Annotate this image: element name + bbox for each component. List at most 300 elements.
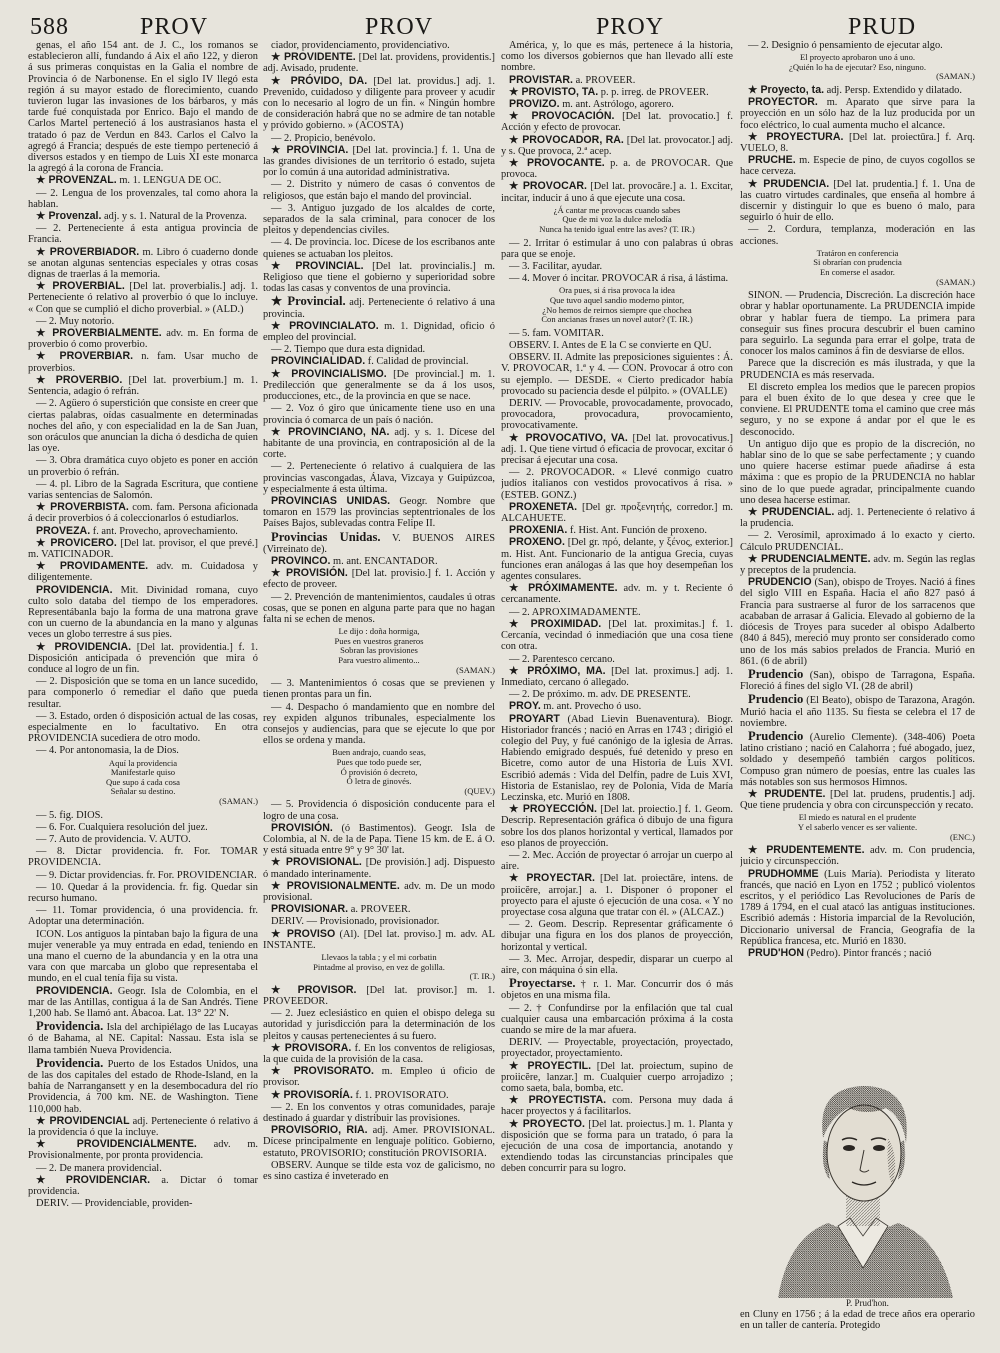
entry-text: — 2. Lengua de los provenzales, tal como ahora la hablan.: [28, 187, 258, 210]
quote-line: ¿No hemos de reirnos siempre que chochea: [542, 304, 692, 315]
dictionary-entry: [740, 97, 975, 131]
dictionary-entry: [263, 321, 495, 343]
entry-text: DERIV. — Providenciable, providen-: [36, 1198, 193, 1210]
dictionary-entry: [501, 654, 733, 665]
quote-line: Ora pues, si á risa provoca la idea: [559, 285, 675, 296]
entry-headword: PROVISTAR.: [509, 73, 573, 86]
entry-headword: ★ PROVENZAL.: [36, 174, 117, 187]
entry-text: — 5. fig. DIOS.: [36, 809, 103, 821]
dictionary-entry: [28, 905, 258, 927]
entry-text: — 2. Disposición que se toma en un lance sucedido, para componerlo ó remediar el daño que pueda resultar.: [28, 676, 258, 710]
dictionary-entry: [28, 1163, 258, 1174]
dictionary-entry: [501, 502, 733, 524]
dictionary-entry: [501, 607, 733, 618]
dictionary-entry: [263, 1043, 495, 1065]
dictionary-entry: [740, 179, 975, 224]
dictionary-entry: [263, 1090, 495, 1101]
dictionary-entry: [28, 1116, 258, 1138]
entry-headword: ★ PROVISTO, TA.: [509, 85, 599, 98]
dictionary-entry: [263, 296, 495, 319]
dictionary-entry: [740, 869, 975, 947]
entry-headword: PROVISORIO, RIA.: [271, 1124, 368, 1137]
entry-headword: ★ PROYECTO.: [509, 1117, 585, 1130]
quote-line: Pues en vuestros graneros: [334, 635, 424, 646]
dictionary-entry: [501, 328, 733, 339]
quote-line: Y el saberlo vencer es ser valiente.: [797, 821, 918, 832]
entry-text: SINON. — Prudencia, Discreción. La discreción hace obrar y hablar oportunamente. La PRUDENCIA impide obrar y hablar fuera de tiempo. La primera para conseguir sus fines procura descubrir el buen camino para seguirlo. La segunda para errar el golpe, trata de conocer los malos caminos á fin de desviarse de ellos.: [740, 290, 975, 358]
dictionary-entry: [263, 356, 495, 367]
dictionary-entry: [740, 358, 975, 380]
entry-text: — 4. Mover ó incitar. PROVOCAR á risa, á lástima.: [509, 273, 729, 285]
entry-text: com. Persona muy dada á hacer proyectos y á facilitarlos.: [501, 1095, 733, 1118]
dictionary-entry: [28, 561, 258, 583]
dictionary-entry: [263, 904, 495, 915]
dictionary-entry: [740, 155, 975, 177]
dictionary-entry: [28, 223, 258, 245]
entry-text: m. ant. Astrólogo, agorero.: [559, 99, 674, 111]
dictionary-entry: [501, 40, 733, 74]
entry-headword: ★ PRÓXIMAMENTE.: [509, 582, 618, 595]
dictionary-entry: [263, 179, 495, 201]
entry-text: (Pedro). Pintor francés ; nació: [804, 947, 932, 959]
dictionary-entry: [740, 845, 975, 867]
entry-text: — 3. Mec. Arrojar, despedir, disparar un cuerpo al aire, con máquina ó sin ella.: [501, 953, 733, 976]
dictionary-entry: [263, 461, 495, 495]
dictionary-entry: [501, 1095, 733, 1117]
column-4-tail: en Cluny en 1756 ; á la edad de trece años era operario en un taller de cantería. Protegido: [740, 1309, 975, 1332]
entry-text: [Del lat. provocāre.] a. 1. Excitar, incitar, inducir á uno á que ejecute una cosa.: [501, 181, 733, 204]
page-number: 588: [30, 14, 69, 40]
dictionary-entry: [28, 1021, 258, 1056]
entry-headword: ★ PROVIDENCIAR.: [36, 1173, 151, 1186]
dictionary-entry: [501, 398, 733, 432]
dictionary-entry: [28, 328, 258, 350]
quote-line: En comerse el asador.: [820, 267, 895, 278]
quote-line: Manifestarle quiso: [110, 767, 176, 778]
entry-headword: PRUD'HON: [748, 946, 805, 959]
dictionary-entry: [28, 538, 258, 560]
dictionary-entry: [263, 1008, 495, 1042]
entry-text: m. Libro ó cuaderno donde se anotan algunas sentencias especiales y otras cosas dignas de traerlas á la memoria.: [28, 246, 258, 281]
quote-line: Aquí la providencia: [108, 757, 178, 768]
entry-text: — 2. De próximo. m. adv. DE PRESENTE.: [509, 689, 691, 701]
entry-text: — 2. Tiempo que dura esta dignidad.: [271, 344, 426, 356]
entry-text: [Del lat. provocativus.] adj. 1. Que tiene virtud ó eficacia de provocar, excitar ó precisar á ejecutar una cosa.: [501, 432, 733, 467]
entry-headword: ★ PROVOCAR.: [509, 180, 587, 193]
entry-text: — 2. Geom. Descrip. Representar gráficamente ó dibujar una figura en los dos planos de proyección, horizontal y vertical.: [501, 919, 733, 953]
entry-text: — 2. Verosímil, aproximado á lo exacto y cierto. Cálculo PRUDENCIAL.: [740, 530, 975, 553]
dictionary-entry: [501, 1003, 733, 1037]
entry-text: adv. m. De un modo provisional.: [263, 880, 495, 903]
quote-line: El proyecto aprobaron uno á uno.: [799, 52, 916, 63]
entry-text: (San), obispo de Tarragona, España. Floreció á fines del siglo VI. (28 de abril): [740, 669, 975, 693]
quote-line: Llevaos la tabla ; y el mi corbatin: [321, 951, 437, 962]
entry-text: [Del lat. proiectus.] m. 1. Planta y disposición que se forma para un tratado, ó para la ejecución de una cosa de importancia, anotando y extendiendo todas las circunstancias principales que deben concurrir para su logro.: [501, 1118, 733, 1175]
dictionary-entry: [501, 87, 733, 98]
entry-text: Puerto de los Estados Unidos, una de las dos capitales del estado de Rhode-Island, en la bahía de Narrangansett y en la desembocadura del río Providencia, á 700 km. NE. de Washington. Tiene 110,000 hab.: [28, 1058, 258, 1115]
dictionary-entry: [501, 158, 733, 180]
entry-headword: ★ PROVERBIAL.: [36, 280, 125, 293]
entry-text: adv. m. Cuidadosa y diligentemente.: [28, 561, 258, 584]
entry-text: m. Especie de pino, de cuyos cogollos se hace cerveza.: [740, 155, 975, 178]
entry-headword: ★ PROVISIÓN.: [271, 567, 348, 580]
dictionary-entry: [740, 666, 975, 693]
entry-text: [Del lat. provisor.] m. 1. PROVEEDOR.: [263, 984, 495, 1007]
entry-text: adj. 1. Perteneciente ó relativo á la prudencia.: [740, 507, 975, 530]
entry-headword: ★ PRUDENTE.: [748, 787, 826, 800]
dictionary-entry: [740, 728, 975, 788]
entry-text: m. Empleo ú oficio de provisor.: [263, 1066, 495, 1089]
quote-source: (SAMAN.): [456, 664, 495, 675]
entry-headword: PRUDHOMME: [748, 867, 819, 880]
dictionary-entry: [28, 585, 258, 641]
dictionary-entry: [501, 978, 733, 1001]
entry-text: — 8. Dictar providencia. fr. For. TOMAR PROVIDENCIA.: [28, 846, 258, 869]
dictionary-entry: [28, 986, 258, 1020]
quotation: [263, 627, 495, 675]
entry-text: — 2. APROXIMADAMENTE.: [509, 606, 641, 618]
entry-text: † r. 1. Mar. Concurrir dos ó más objetos en una misma fila.: [501, 979, 733, 1002]
quote-line: Sobran las provisiones: [340, 645, 418, 656]
entry-text: f. ant. Provecho, aprovechamiento.: [90, 525, 238, 537]
dictionary-entry: [28, 834, 258, 845]
entry-text: f. Hist. Ant. Función de proxeno.: [567, 525, 707, 537]
quotation: [501, 206, 733, 235]
entry-text: — 2. Distrito y número de casas ó conventos de religiosos, que están bajo el mando del provincial.: [263, 179, 495, 202]
quote-line: Que de mi voz la dulce melodía: [562, 214, 672, 225]
entry-text: m. 1. LENGUA DE OC.: [116, 175, 222, 187]
entry-text: [Del lat. providentia.] f. 1. Disposición anticipada ó prevención que mira ó conduce al logro de un fin.: [28, 641, 258, 675]
entry-headword: ★ PROVERBIAR.: [36, 350, 134, 363]
entry-text: (El Beato), obispo de Tarazona, Aragón. Murió hacia el año 1135. Su fiesta se celebra el 17 de noviembre.: [740, 695, 975, 729]
entry-headword: ★ PROVOCADOR, RA.: [509, 133, 624, 146]
dictionary-entry: [501, 433, 733, 467]
dictionary-entry: [501, 954, 733, 976]
entry-headword: ★ PROVIDENCIAL: [36, 1114, 130, 1127]
entry-headword-large: Providencia.: [36, 1055, 104, 1070]
entry-headword: PROYECTOR.: [748, 96, 818, 109]
entry-text: genas, el año 154 ant. de J. C., los romanos se establecieron allí, fundando á Aix el año 122, y dieron á sus primeras conquistas en la Galia el nombre de Provincia ó de Narbonense. En el siglo IV llegó esta región á su mayor estado de florecimiento, cuando tuvieron lugar las invasiones de los bárbaros, y más tarde fué conquistada por Enrico. Bajo el mando de Carlos Martel perteneció á los austrasianos hasta el tratado ó paz de Verdun en 843. Carlos el Calvo la agregó á Francia; después de este tiempo perteneció á diversos estados y en tiempo de Luis XI este monarca la agregó á la corona de Francia.: [28, 40, 258, 175]
entry-text: adj. Persp. Extendido y dilatado.: [824, 84, 962, 96]
entry-headword: PROYART: [509, 712, 560, 725]
dictionary-entry: [28, 882, 258, 904]
entry-text: — 2. Agüero ó superstición que consiste en creer que ciertas palabras, oídas casualmente en determinadas noches del año, y con especialidad en la de San Juan, son oráculos que anuncian la dicha ó desdicha de quien las oye.: [28, 398, 258, 455]
dictionary-entry: [501, 689, 733, 700]
entry-headword: ★ PROVISORÍA.: [271, 1088, 353, 1101]
entry-headword: ★ PROVIDENCIA.: [36, 640, 132, 653]
entry-text: — 4. Despacho ó mandamiento que en nombre del rey expiden algunos tribunales, especialmente los consejos y audiencias, para que se ejecute lo que por ellos se ordena y manda.: [263, 701, 495, 747]
entry-text: adv. m. Provisionalmente, por pronta providencia.: [28, 1139, 258, 1162]
entry-text: DERIV. — Proyectable, proyectación, proyectado, proyectador, proyectamiento.: [501, 1037, 733, 1060]
dictionary-entry: [263, 985, 495, 1007]
entry-text: — 3. Estado, orden ó disposición actual de las cosas, especialmente en lo facultativo. En otra PROVIDENCIA sucediera de otro modo.: [28, 710, 258, 745]
entry-text: América, y, lo que es más, pertenece á la historia, como los diversos gobiernos que han llevado allí este nombre.: [501, 40, 733, 74]
quote-line: Señalar su destino.: [110, 786, 176, 797]
entry-headword-large: Provincias Unidas.: [271, 529, 381, 544]
quotation: [263, 748, 495, 796]
entry-text: adj. y s. 1. Natural de la Provenza.: [101, 211, 247, 223]
quote-line: Pintadme al proviso, en vez de golilla.: [313, 961, 445, 972]
entry-headword: ★ PROVIDENTE.: [271, 51, 356, 64]
entry-headword: ★ PROVINCIAL.: [271, 259, 364, 272]
entry-text: Parece que la discreción es más ilustrada, y que la PRUDENCIA es más reservada.: [740, 358, 975, 381]
entry-text: [Del lat. providus.] adj. 1. Prevenido, cuidadoso y diligente para proveer y acudir con lo necesario al logro de un fin. « Ningún hombre de consideración habrá que no se admire de tan notable y próvido gobierno. » (ACOSTA): [263, 75, 495, 132]
dictionary-entry: [501, 340, 733, 351]
entry-text: m. ant. ENCANTADOR.: [330, 555, 438, 567]
entry-headword: ★ PROVISOR.: [271, 983, 357, 996]
entry-text: — 5. Providencia ó disposición conducente para el logro de una cosa.: [263, 799, 495, 822]
quote-source: (SAMAN.): [219, 795, 258, 806]
entry-headword: ★ PRUDENCIAL.: [748, 506, 835, 519]
dictionary-entry: [28, 1175, 258, 1197]
entry-text: [Del lat. proiectāre, intens. de proiicĕre, arrojar.] a. 1. Disponer ó proponer el proyecto para el ajuste ó ejecución de una cosa. « Y no proyectase cosa alguna que tratar con él. » (ALCAZ.): [501, 873, 733, 918]
dictionary-entry: [28, 711, 258, 745]
entry-text: Geogr. Nombre que tomaron en 1579 las provincias septentrionales de los Países Bajos, sublevadas contra Felipe II.: [263, 495, 495, 530]
dictionary-entry: [501, 352, 733, 397]
entry-text: adj. Perteneciente ó relativo á la providencia ó que la incluye.: [28, 1115, 258, 1139]
quote-source: (QUEV.): [464, 785, 495, 796]
entry-text: — 9. Dictar providencias. fr. For. PROVIDENCIAR.: [36, 869, 257, 881]
dictionary-entry: [263, 40, 495, 51]
entry-text: OBSERV. II. Admite las preposiciones siguientes : Á. V. PROVOCAR, 1.ª y 4. — CON. Provocar á otro con su ejemplo. — DESDE. « Cierto predicador había provocado su paciencia desde el púlpito. » (OVALLE): [501, 352, 733, 397]
entry-text: (Luis María). Periodista y literato francés, que nació en Lyon en 1752 ; publicó violentos escritos, y el periódico Las Revoluciones de París de 1789 á 1794, en el cual atacó las antiguas instituciones. Escribió además : Historia imparcial de la Revolución, Diccionario universal de Francia, Geografía de la República francesa, etc. Murió en 1830.: [740, 868, 975, 947]
entry-headword: PROVINCIAS UNIDAS.: [271, 494, 391, 507]
entry-headword: PROY.: [509, 700, 541, 713]
entry-headword: ★ PROYECTIL.: [509, 1059, 592, 1072]
entry-text: OBSERV. Aunque se tilde esta voz de galicismo, no es sino castiza é inveterado en: [263, 1159, 495, 1182]
quotation: [740, 53, 975, 82]
dictionary-entry: [28, 398, 258, 454]
entry-text: [Del lat. proximus.] adj. 1. Inmediato, cercano ó allegado.: [501, 665, 733, 688]
dictionary-entry: [263, 529, 495, 555]
entry-text: ICON. Los antiguos la pintaban bajo la figura de una mujer venerable ya muy entrada en edad, teniendo en una mano el cuerno de la abundancia y en la otra una vara con que marcaba un globo que representaba el mundo, en el cual tenía fija su vista.: [28, 928, 258, 985]
dictionary-entry: [501, 619, 733, 653]
entry-text: m. 1. Dignidad, oficio ó empleo del provincial.: [263, 320, 495, 344]
entry-text: a. PROVEER.: [348, 904, 411, 916]
entry-headword-large: Prudencio: [748, 728, 804, 743]
entry-text: — 2. De manera providencial.: [36, 1162, 162, 1174]
entry-text: — 2. Voz ó giro que únicamente tiene uso en una provincia ó comarca de un país ó nación.: [263, 403, 495, 426]
dictionary-entry: [740, 132, 975, 154]
dictionary-entry: [263, 916, 495, 927]
dictionary-entry: [263, 702, 495, 747]
entry-text: — 2. Perteneciente ó relativo á cualquiera de las provincias vascongadas, Álava, Vizcaya y Guipúzcoa, y especialmente á esta última.: [263, 461, 495, 495]
dictionary-entry: [28, 745, 258, 756]
dictionary-entry: [263, 1102, 495, 1124]
dictionary-entry: [28, 1139, 258, 1161]
entry-text: — 2. Mec. Acción de proyectar ó arrojar un cuerpo al aire.: [501, 849, 733, 873]
dictionary-entry: [263, 799, 495, 821]
entry-text: — 4. De provincia. loc. Dícese de los escribanos ante quienes se actuaban los pleitos.: [263, 237, 495, 260]
portrait-engraving: [768, 1068, 958, 1298]
dictionary-entry: [263, 1125, 495, 1159]
entry-text: [Del gr. προξενητής, corredor.] m. ALCAHUETE.: [501, 501, 733, 525]
entry-text: adv. m. Con prudencia, juicio y circunspección.: [740, 845, 975, 868]
dictionary-entry: [740, 530, 975, 552]
quotation: [263, 953, 495, 982]
entry-text: [Del lat. proiectūra.] f. Arq. VUELO, 8.: [740, 131, 975, 154]
entry-headword: ★ PROYECTURA.: [748, 130, 844, 143]
dictionary-entry: [28, 175, 258, 186]
entry-text: Isla del archipiélago de las Lucayas ó de Bahama, al NE. Capital: Nassau. Esta isla se llama también Nueva Providencia.: [28, 1022, 258, 1056]
entry-text: [Del lat. proximitas.] f. 1. Cercanía, vecindad ó inmediación que una cosa tiene con otra.: [501, 618, 733, 653]
dictionary-entry: [263, 678, 495, 700]
quote-line: ¿Quién lo ha de ejecutar? Eso, ninguno.: [789, 61, 926, 72]
entry-text: — 6. For. Cualquiera resolución del juez.: [36, 821, 208, 833]
entry-text: [Del gr. πρό, delante, y ξένος, exterior.] m. Hist. Ant. Funcionario de la antigua Grecia, cuyas funciones eran análogas á las que hoy desempeñan los agentes consulares.: [501, 537, 733, 583]
entry-text: [Del lat. provisio.] f. 1. Acción y efecto de proveer.: [263, 568, 495, 591]
dictionary-entry: [740, 694, 975, 729]
dictionary-entry: [501, 666, 733, 688]
entry-headword-large: Proyectarse.: [509, 976, 576, 991]
guide-word-4: PRUD: [848, 14, 917, 40]
dictionary-entry: [28, 810, 258, 821]
entry-headword: ★ PROVISIONAL.: [271, 856, 362, 869]
entry-text: (Al). [Del lat. proviso.] m. adv. AL INSTANTE.: [263, 928, 495, 951]
dictionary-entry: [263, 1160, 495, 1182]
entry-text: — 3. Mantenimientos ó cosas que se previenen y tienen prontas para un fin.: [263, 678, 495, 701]
guide-word-2: PROV: [365, 14, 434, 40]
dictionary-entry: [28, 40, 258, 174]
entry-text: El discreto emplea los medios que le parecen propios para el buen éxito de lo que desea y cree que le conviene. El PRUDENTE toma el camino que cree más seguro, y no se expone á andar por el que le es desconocido.: [740, 381, 975, 438]
entry-headword: ★ PRÓXIMO, MA.: [509, 664, 606, 677]
entry-headword: ★ PROVISORA.: [271, 1041, 352, 1054]
entry-headword: ★ PROVIDAMENTE.: [36, 560, 149, 573]
entry-text: — 2. Prevención de mantenimientos, caudales ú otras cosas, que se ponen en alguna parte para que no hagan falta ni se echen de menos.: [263, 591, 495, 625]
entry-text: Mit. Divinidad romana, cuyo culto solo databa del tiempo de los emperadores. Representábanla bajo la forma de una matrona grave con un cuerno de la abundancia en la mano y algunas veces un globo terrestre á sus pies.: [28, 584, 258, 641]
entry-text: — 3. Obra dramática cuyo objeto es poner en acción un proverbio ó refrán.: [28, 455, 258, 478]
entry-text: DERIV. — Provisionado, provisionador.: [271, 916, 440, 928]
entry-headword: ★ PROVERBISTA.: [36, 501, 129, 514]
guide-word-1: PROV: [140, 14, 209, 40]
entry-headword: PROVINCO.: [271, 554, 331, 567]
quotation: [740, 813, 975, 842]
dictionary-entry: [501, 1119, 733, 1175]
quote-line: ¿Á cantar me provocas cuando sabes: [553, 204, 681, 215]
entry-text: — 5. fam. VOMITAR.: [509, 327, 604, 339]
entry-text: Geogr. Isla de Colombia, en el mar de las Antillas, contigua á la de San Andrés. Tiene 1,200 hab. Se llamó ant. Abacoa. Lat. 13° 22' N.: [28, 985, 258, 1020]
dictionary-entry: [28, 846, 258, 868]
entry-text: [Del lat. providens, providentis.] adj. Avisado, prudente.: [263, 52, 495, 75]
entry-text: [De provincial.] m. 1. Predilección que generalmente se da á los usos, producciones, etc., de la provincia en que se nace.: [263, 368, 495, 403]
dictionary-entry: [263, 568, 495, 590]
entry-headword: PROVIZO.: [509, 98, 560, 111]
entry-text: a. Dictar ó tomar providencia.: [28, 1174, 258, 1198]
portrait-caption: P. Prud'hon.: [846, 1298, 889, 1308]
dictionary-entry: [28, 455, 258, 477]
entry-text: adj. Amer. PROVISIONAL. Dícese principalmente en lenguaje político. Gobierno, estatuto, PROVISORIO; constitución PROVISORIA.: [263, 1125, 495, 1159]
entry-text: V. BUENOS AIRES (Virreinato de).: [263, 532, 495, 555]
entry-text: [Del lat. proiectio.] f. 1. Geom. Descrip. Representación gráfica ó dibujo de una figura sobre los dos planos horizontal y vertical, llamados por eso planos de proyección.: [501, 804, 733, 849]
entry-headword: ★ PROVISO: [271, 927, 336, 940]
dictionary-entry: [263, 929, 495, 951]
dictionary-entry: [501, 1061, 733, 1095]
entry-text: [Del lat. provincialis.] m. Religioso que tiene el gobierno y superioridad sobre todas las casas y conventos de una provincia.: [263, 260, 495, 295]
entry-headword: ★ PRÓVIDO, DA.: [271, 74, 368, 87]
dictionary-entry: [263, 881, 495, 903]
dictionary-entry: [740, 40, 975, 51]
dictionary-entry: [740, 948, 975, 959]
entry-headword: ★ PROYECTISTA.: [509, 1094, 607, 1107]
dictionary-entry: [740, 85, 975, 96]
entry-headword: PROVISIONAR.: [271, 903, 349, 916]
entry-text: a. PROVEER.: [572, 74, 636, 86]
dictionary-entry: [263, 496, 495, 530]
dictionary-entry: [740, 224, 975, 246]
dictionary-entry: [501, 181, 733, 203]
quote-line: Pues que todo puede ser,: [336, 756, 422, 767]
entry-text: [Del lat. proiectum, supino de proiicĕre, lanzar.] m. Cualquier cuerpo arrojadizo ; como saeta, bala, bomba, etc.: [501, 1060, 733, 1095]
entry-text: (Abad Lievin Buenaventura). Biogr. Historiador francés ; nació en Arras en 1743 ; dirigió el colegio del Puy, y fué canónigo de la iglesia de Arras. Habiendo emigrado después, fué detenido y preso en Bicetre, como autor de una Historia de Luis XVI. Escribió además : Vida del Delfín, padre de Luis XVI, Historia de Estanislao, rey de Polonia, Vida de María Leczinska, etc. Murió en 1808.: [501, 713, 733, 803]
entry-headword-large: Prudencio: [748, 666, 804, 681]
entry-headword: ★ PROVINCIA.: [271, 143, 349, 156]
entry-headword: ★ Provenzal.: [36, 210, 102, 223]
dictionary-entry: [28, 211, 258, 222]
entry-text: (San), obispo de Troyes. Nació á fines del siglo VIII en España. Hacia el año 827 pasó á Francia para sustraerse al furor de los sarracenos que acababan de arrasar á Galicia. Elevado al gobierno de la diócesis de Troyes para suceder al obispo Adalberto (840 á 845), mereció muy pronto ser considerado como uno de los más sabios prelados de Francia. Murió en 861. (6 de abril): [740, 577, 975, 667]
entry-text: adv. m. Según las reglas y preceptos de la prudencia.: [740, 553, 975, 577]
dictionary-entry: [740, 577, 975, 667]
entry-text: — 2. PROVOCADOR. « Llevé conmigo cuatro judíos italianos con vestidos provocativos á risa. » (ESTEB. GONZ.): [501, 467, 733, 501]
entry-headword: ★ PROVINCIALISMO.: [271, 367, 387, 380]
entry-text: [Del lat. prudentia.] f. 1. Una de las cuatro virtudes cardinales, que enseña al hombre á discernir y distinguir lo que es bueno ó malo, para seguirlo ó huir de ello.: [740, 178, 975, 224]
entry-text: [Del lat. provincia.] f. 1. Una de las grandes divisiones de un territorio ó estado, sujeta por lo común á una autoridad administrativa.: [263, 144, 495, 179]
dictionary-entry: [740, 789, 975, 811]
dictionary-entry: [501, 111, 733, 133]
quote-line: Que tuvo aquel sandio moderno pintor,: [549, 295, 685, 306]
dictionary-entry: [501, 701, 733, 712]
entry-text: p. p. irreg. de PROVEER.: [598, 86, 709, 98]
entry-text: (ó Bastimentos). Geogr. Isla de Colombia, al N. de la de Papa. Tiene 15 km. de E. á O. y está situada entre 9° y 9° 30' lat.: [263, 822, 495, 857]
dictionary-entry: [263, 823, 495, 857]
column-3: [501, 40, 733, 1345]
quote-line: Tratáron en conferencia: [816, 247, 899, 258]
dictionary-entry: [28, 676, 258, 710]
quote-line: Que supo á cada cosa: [106, 776, 180, 787]
entry-headword: ★ PROVINCIANO, NA.: [271, 425, 390, 438]
dictionary-entry: [28, 316, 258, 327]
entry-text: (Aurelio Clemente). (348-406) Poeta latino cristiano ; nació en Calahorra ; fué abogado, juez, soldado y desempeñó también cargos políticos. Compuso gran número de poesías, entre las cuales las más notables son sus hermosos Himnos.: [740, 731, 975, 788]
dictionary-entry: [28, 1055, 258, 1115]
entry-text: [De provisión.] adj. Dispuesto ó mandado interinamente.: [263, 857, 495, 880]
quote-source: (SAMAN.): [936, 71, 975, 82]
entry-text: — 2. Propicio, benévolo.: [271, 132, 376, 144]
entry-text: — 2. Perteneciente á esta antigua provincia de Francia.: [28, 223, 258, 246]
dictionary-entry: [501, 1037, 733, 1059]
dictionary-entry: [263, 52, 495, 74]
dictionary-entry: [501, 99, 733, 110]
entry-headword: ★ PROVICERO.: [36, 536, 117, 549]
dictionary-entry: [28, 822, 258, 833]
dictionary-entry: [501, 75, 733, 86]
quotation: [28, 759, 258, 807]
column-2: [263, 40, 495, 1345]
entry-headword-large: Providencia.: [36, 1019, 104, 1034]
dictionary-entry: [263, 145, 495, 179]
dictionary-entry: [28, 526, 258, 537]
dictionary-entry: [501, 273, 733, 284]
entry-headword: ★ PROVOCACIÓN.: [509, 110, 615, 123]
dictionary-entry: [501, 135, 733, 157]
entry-headword: ★ PROYECTAR.: [509, 872, 595, 885]
entry-headword: PRUCHE.: [748, 154, 796, 167]
quotation: [740, 249, 975, 287]
dictionary-entry: [740, 554, 975, 576]
entry-text: adv. m. y t. Reciente ó cercanamente.: [501, 583, 733, 606]
dictionary-entry: [263, 344, 495, 355]
dictionary-entry: [501, 261, 733, 272]
column-4: [740, 40, 975, 1065]
entry-text: [Del lat. provocator.] adj. y s. Que provoca, 2.ª acep.: [501, 134, 733, 157]
